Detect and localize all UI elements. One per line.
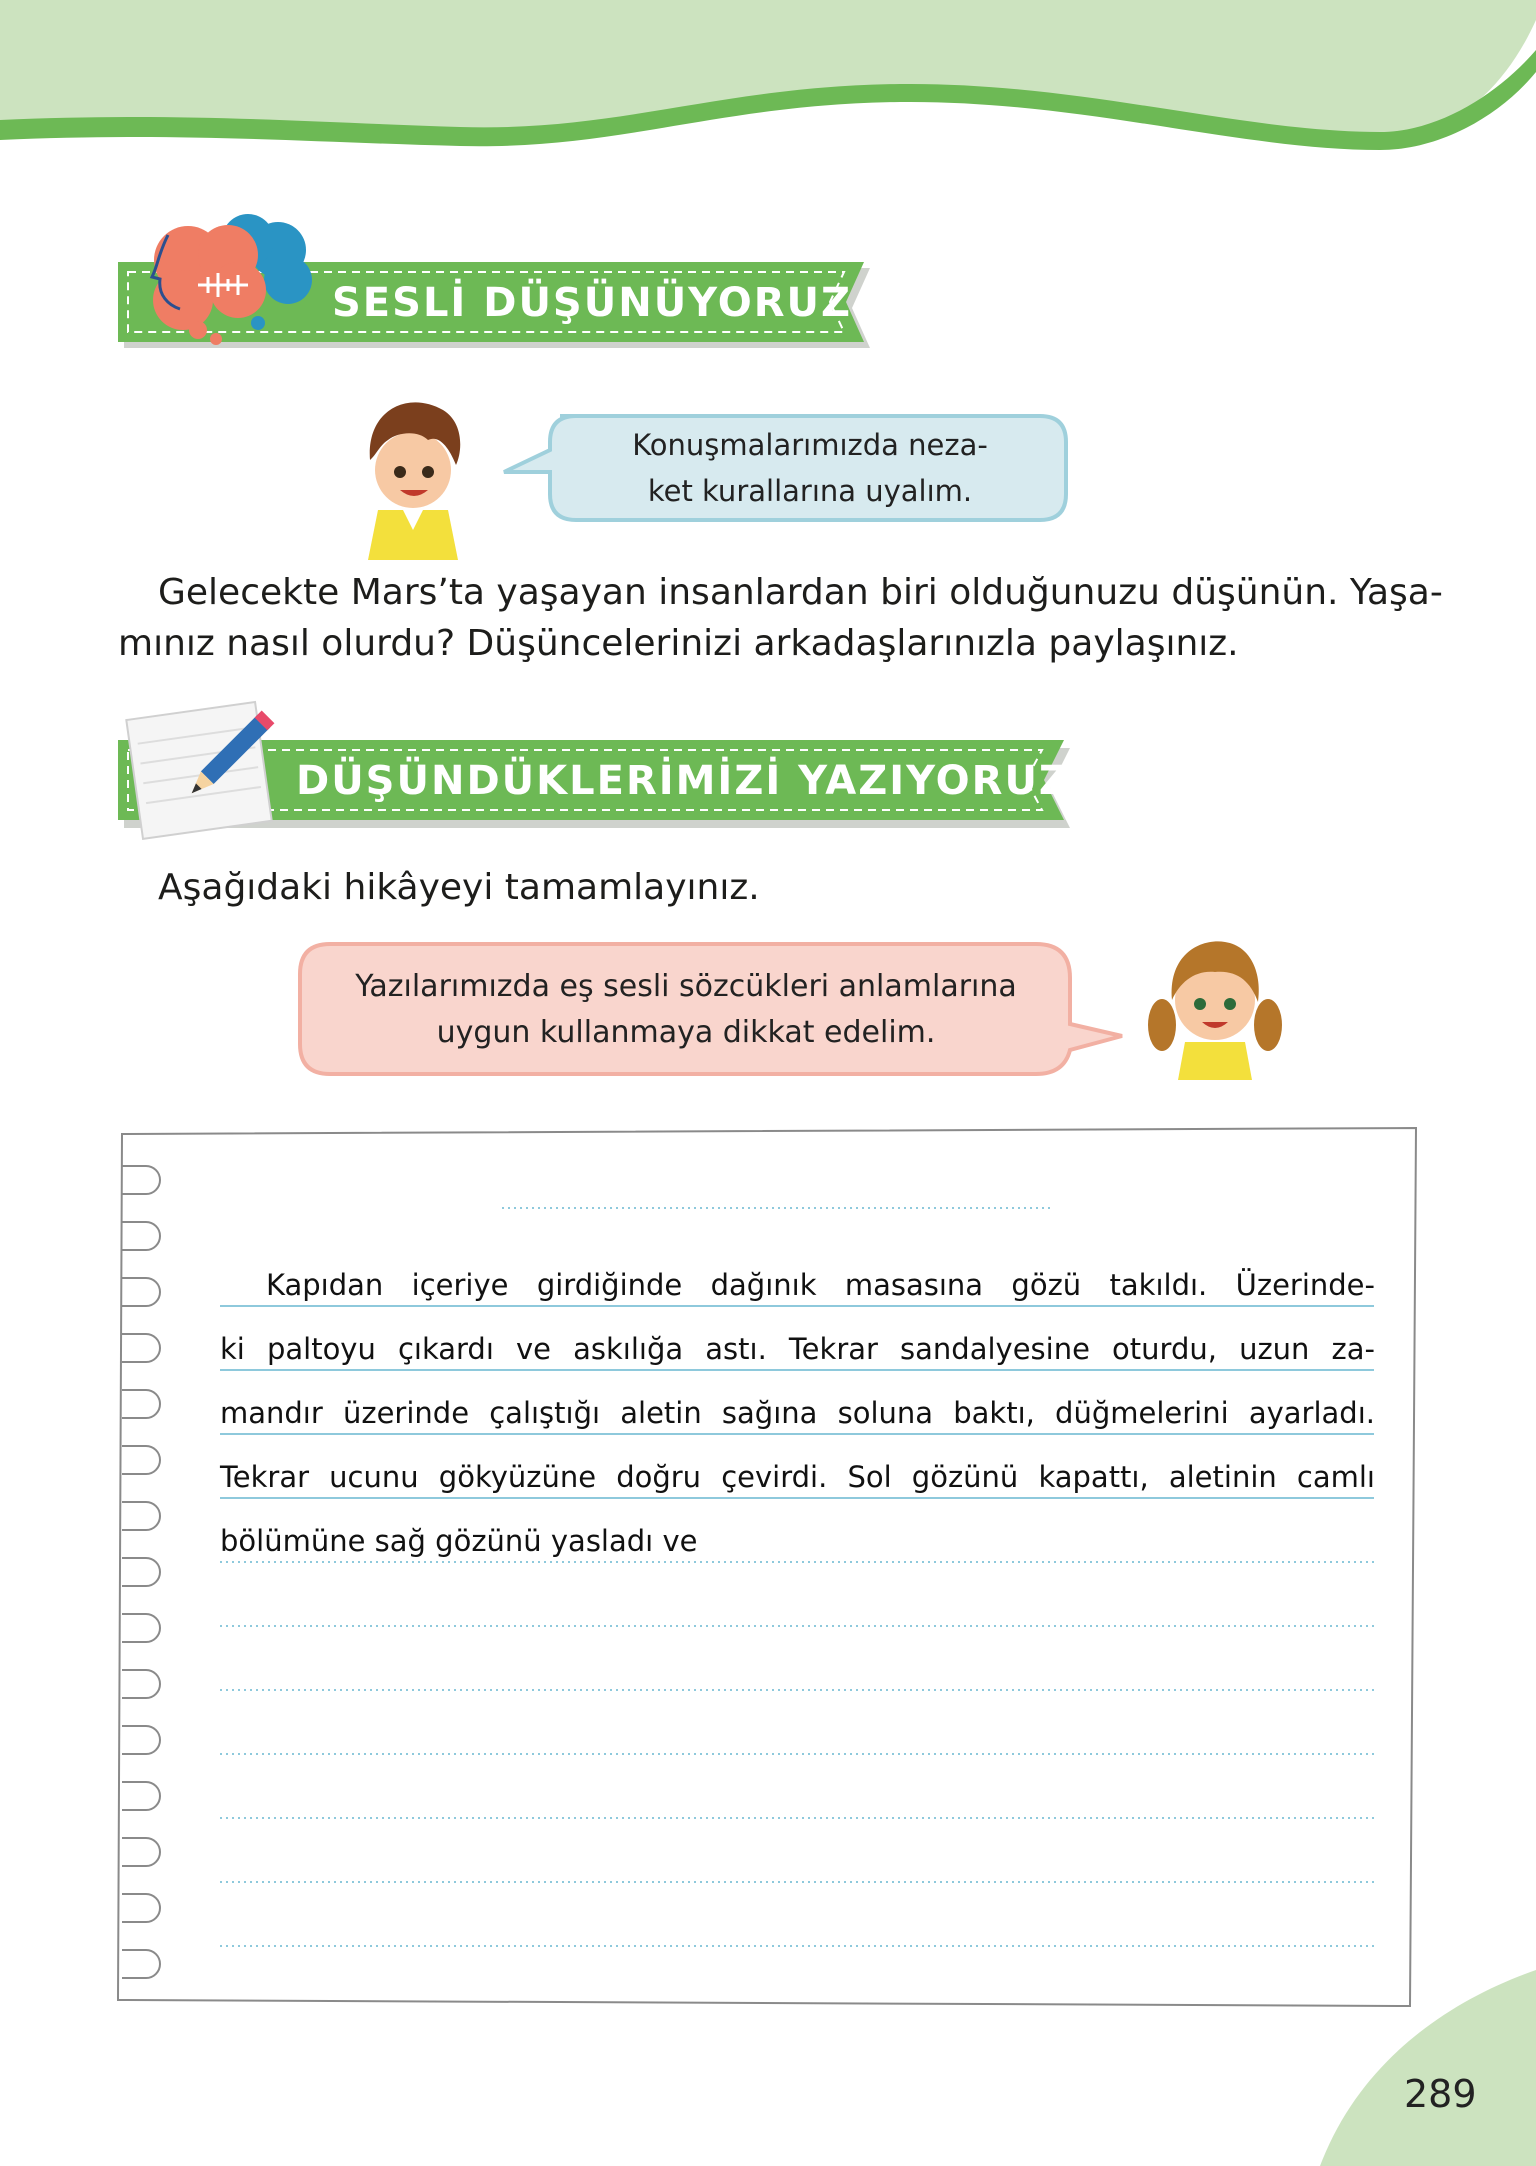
girl-bubble-text: [316, 964, 1056, 1056]
boy-avatar: [348, 390, 478, 560]
paper-pencil-icon: [122, 690, 292, 840]
intro-paragraph: [118, 567, 1443, 669]
notebook-paper: [110, 1118, 1430, 2018]
intro-line1: Gelecekte Mars’ta yaşayan insanlardan biri olduğunuzu düşünün. Yaşa-: [158, 572, 1443, 613]
story-line: Tekrar ucunu gökyüzüne doğru çevirdi. Sol gözünü kapattı, aletinin camlı: [220, 1460, 1375, 1494]
girl-avatar: [1140, 930, 1290, 1080]
task-text: Aşağıdaki hikâyeyi tamamlayınız.: [158, 867, 760, 908]
thinking-head-icon: [128, 205, 328, 345]
page-number: 289: [1404, 2072, 1477, 2116]
section-title: SESLİ DÜŞÜNÜYORUZ: [332, 280, 852, 326]
story-line: mandır üzerinde çalıştığı aletin sağına soluna baktı, düğmelerini ayarladı.: [220, 1396, 1375, 1430]
corner-decoration: [1300, 1970, 1536, 2166]
boy-bubble-text: [560, 422, 1060, 514]
story-line: bölümüne sağ gözünü yasladı ve: [220, 1524, 698, 1558]
story-line: ki paltoyu çıkardı ve askılığa astı. Tekrar sandalyesine oturdu, uzun za-: [220, 1332, 1375, 1366]
girl-bubble-line2: uygun kullanmaya dikkat edelim.: [436, 1015, 936, 1050]
intro-line2: mınız nasıl olurdu? Düşüncelerinizi arkadaşlarınızla paylaşınız.: [118, 623, 1239, 664]
story-line: Kapıdan içeriye girdiğinde dağınık masasına gözü takıldı. Üzerinde-: [266, 1268, 1375, 1302]
boy-bubble-line1: Konuşmalarımızda neza-: [632, 428, 988, 462]
boy-bubble-line2: ket kurallarına uyalım.: [647, 474, 973, 508]
top-wave-decoration: [0, 0, 1536, 160]
girl-bubble-line1: Yazılarımızda eş sesli sözcükleri anlamlarına: [355, 969, 1017, 1004]
section-title-2: DÜŞÜNDÜKLERİMİZİ YAZIYORUZ: [296, 758, 1070, 804]
